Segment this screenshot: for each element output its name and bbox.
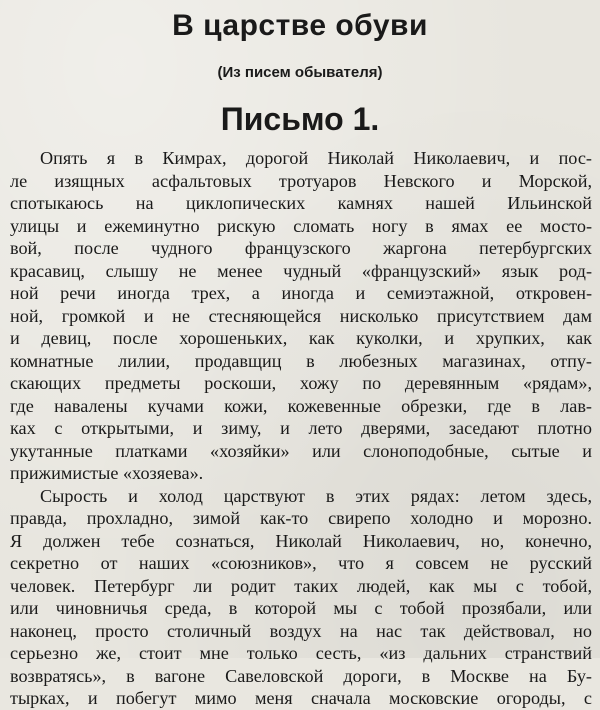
text-line: Опять я в Кимрах, дорогой Николай Николаевич, и пос- bbox=[40, 148, 592, 168]
paragraph bbox=[10, 485, 592, 710]
text-line: Я должен тебе сознаться, Николай Николаевич, но, конечно, bbox=[10, 530, 592, 551]
text-line: и девиц, после хорошеньких, как куколки, и хрупких, как bbox=[10, 328, 592, 348]
article-subtitle: (Из писем обывателя) bbox=[217, 64, 383, 81]
text-line: ной, громкой и не стесняющейся нисколько присутствием дам bbox=[10, 305, 592, 326]
text-line: ной речи иногда трех, а иногда и семиэтажной, откровен- bbox=[10, 283, 592, 303]
text-line: вой, после чудного французского жаргона петербургских bbox=[10, 238, 592, 258]
text-line: где навалены кучами кожи, кожевенные обрезки, где в лав- bbox=[10, 395, 592, 416]
text-line: секретно от наших «союзников», что я совсем не русский bbox=[10, 553, 592, 573]
text-line: правда, прохладно, зимой как-то свирепо холодно и морозно. bbox=[10, 508, 592, 528]
text-line: или чиновничья среда, в которой мы с тобой прозябали, или bbox=[10, 598, 592, 618]
text-line: возвратясь», в вагоне Савеловской дороги, в Москве на Бу- bbox=[10, 665, 592, 686]
text-line: укутанные платками «хозяйки» или слоноподобные, сытые и bbox=[10, 440, 592, 461]
text-line: тырках, и побегут мимо меня сначала московские огороды, с bbox=[10, 688, 592, 708]
text-line: Сырость и холод царствуют в этих рядах: летом здесь, bbox=[40, 485, 592, 506]
paragraph bbox=[10, 147, 592, 485]
text-line: ках с открытыми, и зиму, и лето дверями, заседают плотно bbox=[10, 418, 592, 438]
text-line: прижимистые «хозяева». bbox=[10, 463, 204, 483]
text-line: наконец, просто столичный воздух на нас так действовал, но bbox=[10, 620, 592, 641]
text-line: красавиц, слышу не менее чудный «французский» язык род- bbox=[10, 260, 592, 281]
letter-heading: Письмо 1. bbox=[220, 101, 380, 137]
article-body bbox=[10, 147, 592, 710]
article-title: В царстве обуви bbox=[172, 9, 428, 42]
text-line: скающих предметы роскоши, хожу по деревянным «рядам», bbox=[10, 373, 592, 393]
text-line: человек. Петербург ли родит таких людей, как мы с тобой, bbox=[10, 575, 592, 596]
text-line: ле изящных асфальтовых тротуаров Невского и Морской, bbox=[10, 170, 592, 191]
text-line: улицы и ежеминутно рискую сломать ногу в ямах ее мосто- bbox=[10, 215, 592, 236]
text-line: комнатные лилии, продавщиц в любезных магазинах, отпу- bbox=[10, 350, 592, 371]
text-line: серьезно же, стоит мне только сесть, «из дальних странствий bbox=[10, 643, 592, 663]
text-line: спотыкаюсь на циклопических камнях нашей Ильинской bbox=[10, 193, 592, 213]
